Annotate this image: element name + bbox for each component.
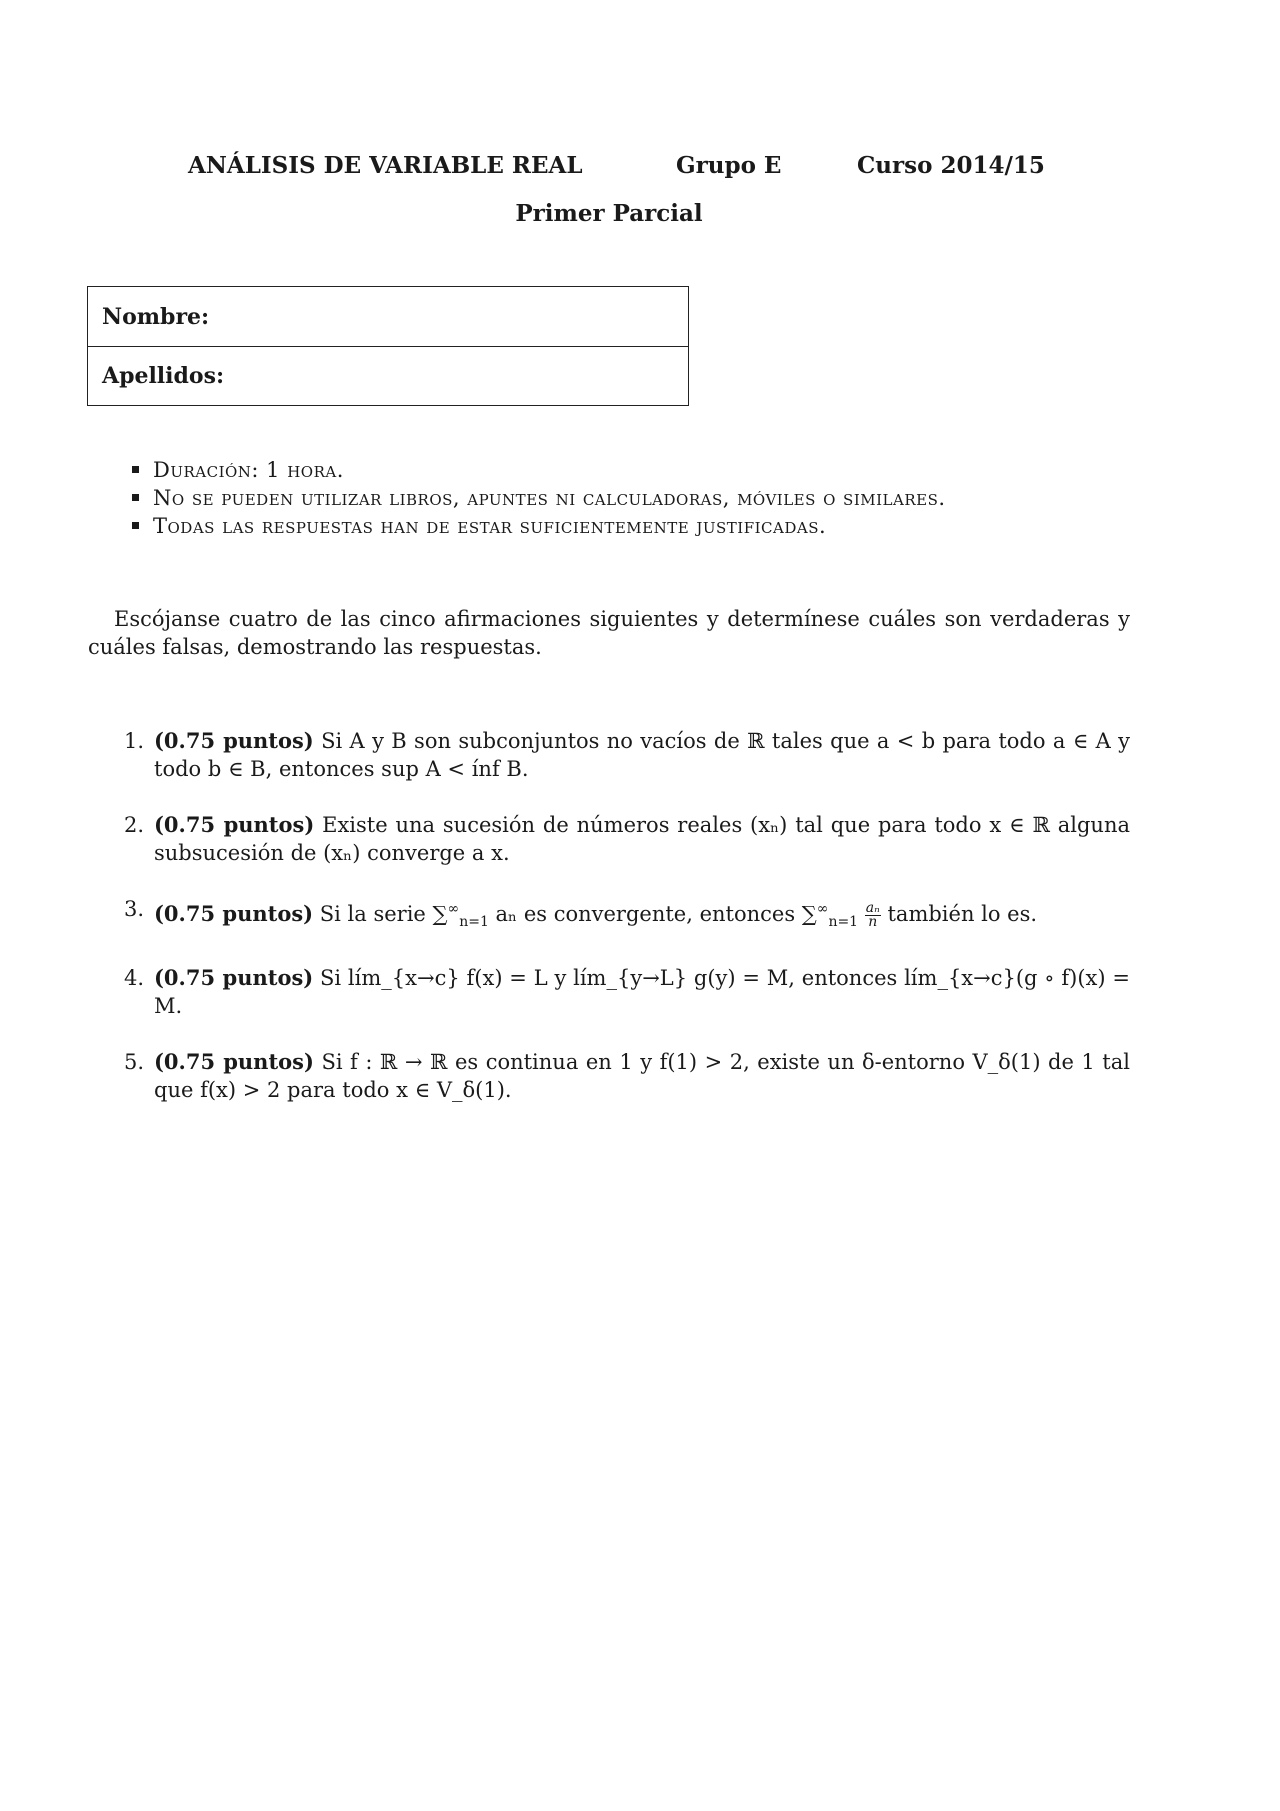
- bullet-icon: [132, 522, 139, 529]
- academic-year: Curso 2014/15: [857, 152, 1045, 179]
- question-number: 1.: [124, 729, 145, 753]
- name-label: Nombre:: [102, 303, 210, 330]
- name-field[interactable]: [88, 287, 688, 346]
- question-number: 4.: [124, 966, 145, 991]
- rule-item: Todas las respuestas han de estar suficientemente justificadas.: [132, 512, 946, 540]
- question-text: Si la serie $\sum^\infty_{n=1}$ aₙ es convergente, entonces $\sum^\infty_{n=1}$ $\frac{\text{aₙ}}{n}$ también lo es.: [319, 900, 1038, 931]
- question-text: Si f : ℝ → ℝ es continua en 1 y f(1) > 2, existe un δ-entorno V_δ(1) de 1 tal que f(x) > 2 para todo x ∈ V_δ(1).: [154, 1050, 1130, 1103]
- question-points: (0.75 puntos): [154, 812, 315, 837]
- question-item: [120, 895, 1130, 936]
- surname-field[interactable]: [88, 346, 688, 405]
- exam-subtitle: Primer Parcial: [515, 200, 703, 227]
- bullet-icon: [132, 494, 139, 501]
- student-info-box: [87, 286, 689, 406]
- surname-label: Apellidos:: [102, 363, 225, 389]
- question-item: [120, 1048, 1130, 1104]
- question-text: Existe una sucesión de números reales (xₙ) tal que para todo x ∈ ℝ alguna subsucesión de (xₙ) converge a x.: [154, 813, 1130, 865]
- bullet-icon: [132, 466, 139, 473]
- question-points: (0.75 puntos): [154, 901, 314, 926]
- rule-item: Duración: 1 hora.: [132, 456, 946, 484]
- question-item: [120, 964, 1130, 1020]
- fraction: $\frac{\text{aₙ}}{n}$: [865, 900, 880, 930]
- question-item: [120, 727, 1130, 783]
- question-text: Si lím_{x→c} f(x) = L y lím_{y→L} g(y) = M, entonces lím_{x→c}(g ∘ f)(x) = M.: [154, 966, 1130, 1019]
- question-item: [120, 811, 1130, 867]
- course-title: ANÁLISIS DE VARIABLE REAL: [188, 152, 583, 179]
- question-points: (0.75 puntos): [154, 728, 314, 753]
- instructions: Escójanse cuatro de las cinco afirmaciones siguientes y determínese cuáles son verdaderas y cuáles falsas, demostrando las respuestas.: [88, 607, 1130, 659]
- question-number: 5.: [124, 1050, 145, 1075]
- question-number: 2.: [124, 813, 145, 837]
- question-text: Si A y B son subconjuntos no vacíos de ℝ tales que a < b para todo a ∈ A y todo b ∈ B, entonces sup A < ínf B.: [154, 729, 1130, 781]
- question-number: 3.: [124, 897, 145, 921]
- question-points: (0.75 puntos): [154, 1049, 314, 1075]
- rule-item: No se pueden utilizar libros, apuntes ni calculadoras, móviles o similares.: [132, 484, 946, 512]
- question-points: (0.75 puntos): [154, 965, 314, 991]
- exam-rules: [132, 456, 946, 540]
- question-list: [120, 727, 1130, 1132]
- group-label: Grupo E: [676, 152, 782, 179]
